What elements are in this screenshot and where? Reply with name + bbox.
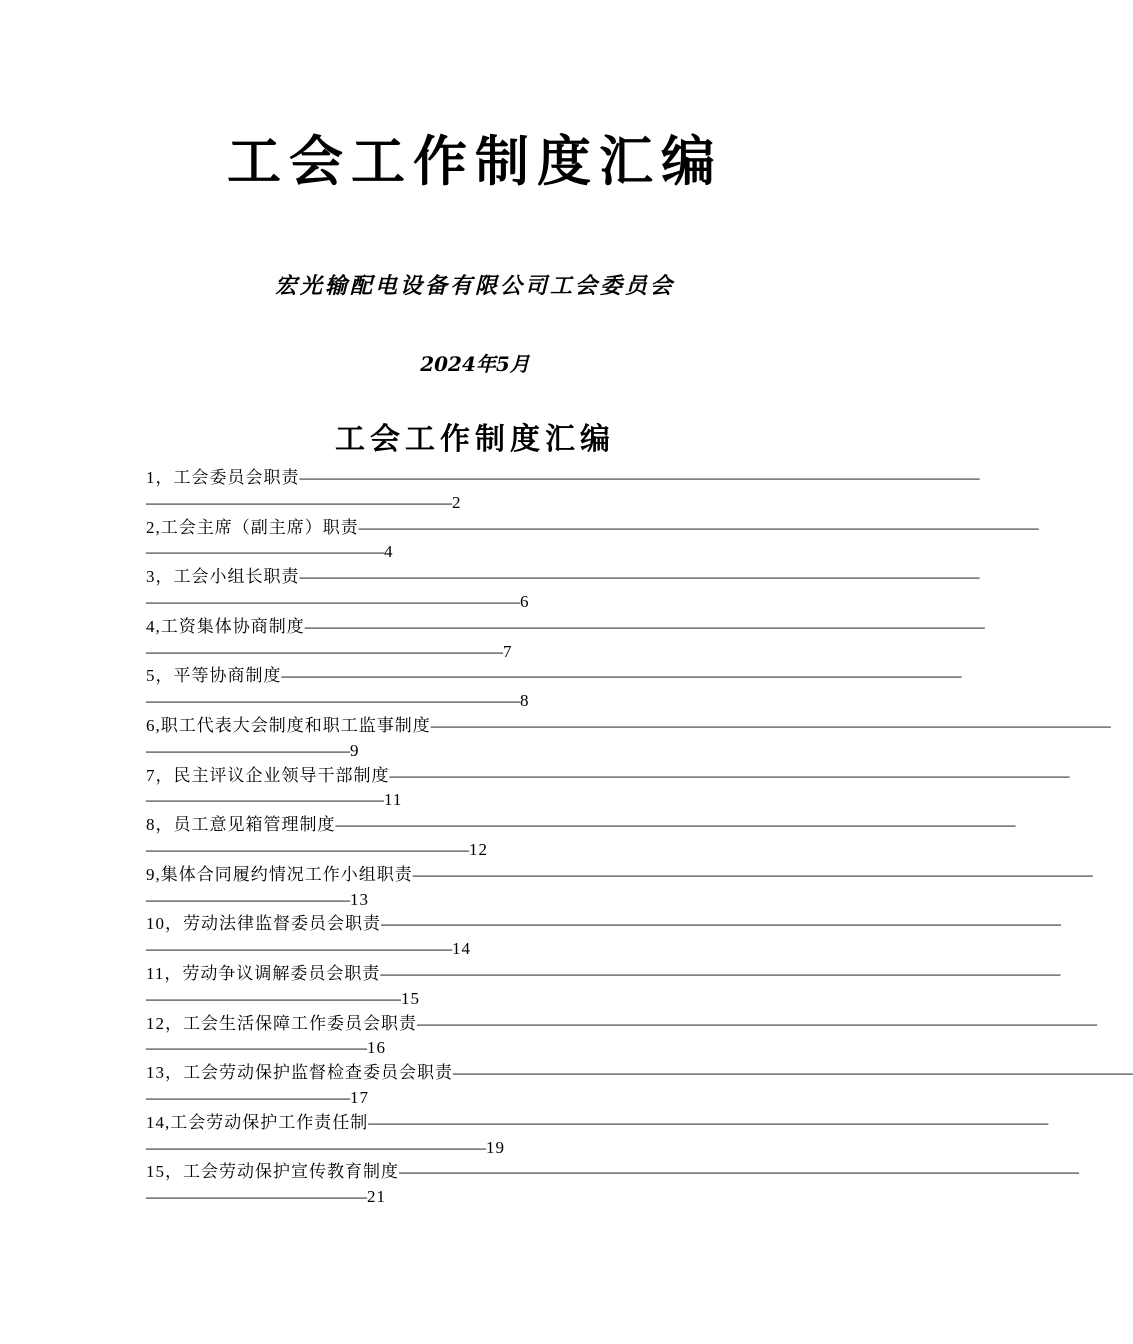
toc-leader: ————————————: [146, 889, 350, 909]
toc-leader: ————————————————————————————————————————: [381, 914, 1061, 934]
toc-item-page: 6: [520, 591, 530, 611]
toc-leader: ————————————: [146, 740, 350, 760]
toc-item-page: 7: [503, 641, 513, 661]
toc-item-label: 11，劳动争议调解委员会职责: [146, 963, 381, 983]
toc-item-page: 4: [384, 542, 394, 562]
toc-item[interactable]: [146, 1061, 1133, 1111]
toc-leader: ————————————————————————————————————————: [304, 616, 985, 636]
toc-leader: ——————————————: [146, 542, 384, 562]
toc-leader: ————————————————————————————————————————: [417, 1013, 1097, 1033]
toc-item[interactable]: [146, 664, 962, 714]
toc-item[interactable]: [146, 813, 1016, 863]
toc-leader: ————————————————————: [146, 1137, 486, 1157]
toc-item[interactable]: [146, 1111, 1049, 1161]
toc-item-page: 15: [401, 988, 420, 1008]
toc-item-label: 9,集体合同履约情况工作小组职责: [146, 864, 413, 884]
table-of-contents: [146, 466, 1133, 1210]
toc-item-page: 12: [469, 839, 488, 859]
toc-leader: ————————————————————————————————————————: [430, 715, 1111, 735]
toc-leader: ————————————————————————————————————————: [299, 468, 980, 487]
toc-item[interactable]: [146, 565, 980, 615]
toc-item-label: 6,职工代表大会制度和职工监事制度: [146, 715, 431, 735]
toc-item-label: 13，工会劳动保护监督检查委员会职责: [146, 1063, 453, 1083]
toc-item-label: 12，工会生活保障工作委员会职责: [146, 1013, 417, 1033]
toc-leader: ———————————————————: [146, 839, 469, 859]
toc-item-label: 3，工会小组长职责: [146, 567, 300, 587]
toc-leader: —————————————————————: [146, 641, 503, 661]
toc-item-label: 15，工会劳动保护宣传教育制度: [146, 1162, 399, 1182]
toc-leader: ————————————————————————————————————————: [453, 1063, 1133, 1083]
toc-item-page: 11: [384, 790, 403, 810]
toc-item[interactable]: [146, 912, 1061, 962]
toc-leader: ————————————: [146, 1087, 350, 1107]
toc-item[interactable]: [146, 615, 985, 665]
toc-item[interactable]: [146, 764, 1070, 814]
toc-leader: ————————————————————————————————————————: [358, 517, 1039, 537]
toc-item[interactable]: [146, 714, 1111, 764]
toc-item[interactable]: [146, 516, 1039, 566]
toc-item-page: 19: [486, 1137, 505, 1157]
toc-title: 工会工作制度汇编: [335, 422, 615, 457]
toc-leader: ————————————————————————————————————————: [281, 666, 962, 686]
toc-item[interactable]: [146, 962, 1061, 1012]
toc-item-label: 8，员工意见箱管理制度: [146, 815, 336, 835]
toc-item-page: 17: [350, 1087, 369, 1107]
toc-leader: ————————————————————————————————————————: [368, 1112, 1049, 1132]
toc-leader: ————————————————————————————————————————: [299, 567, 980, 587]
toc-item-label: 4,工资集体协商制度: [146, 616, 305, 636]
toc-item-label: 10，劳动法律监督委员会职责: [146, 914, 381, 934]
toc-leader: —————————————: [146, 1187, 367, 1207]
toc-item-label: 1，工会委员会职责: [146, 468, 300, 487]
document-title: 工会工作制度汇编: [227, 129, 723, 193]
toc-item-page: 9: [350, 740, 360, 760]
toc-item[interactable]: [146, 863, 1093, 913]
toc-item-page: 2: [452, 492, 462, 512]
toc-leader: ————————————————————————————————————————: [389, 765, 1070, 785]
toc-item-page: 16: [367, 1038, 386, 1058]
toc-leader: ———————————————: [146, 988, 401, 1008]
toc-leader: ——————————————————: [146, 939, 452, 959]
toc-leader: ——————————————————: [146, 492, 452, 512]
toc-leader: ——————————————: [146, 790, 384, 810]
organization-name: 宏光输配电设备有限公司工会委员会: [274, 273, 675, 299]
document-date: 2024年5月: [420, 352, 530, 376]
toc-item[interactable]: [146, 1012, 1097, 1062]
toc-item[interactable]: [146, 1160, 1079, 1210]
toc-leader: ————————————————————————————————————————: [335, 815, 1016, 835]
toc-item-label: 7，民主评议企业领导干部制度: [146, 765, 390, 785]
toc-item[interactable]: [146, 466, 980, 516]
toc-leader: ————————————————————————————————————————: [380, 963, 1061, 983]
toc-item-page: 21: [367, 1187, 386, 1207]
toc-leader: ————————————————————————————————————————: [399, 1162, 1079, 1182]
toc-item-page: 13: [350, 889, 369, 909]
toc-leader: —————————————: [146, 1038, 367, 1058]
toc-item-page: 14: [452, 939, 471, 959]
toc-leader: ——————————————————————: [146, 691, 520, 711]
toc-leader: ——————————————————————: [146, 591, 520, 611]
toc-item-page: 8: [520, 691, 530, 711]
toc-leader: ————————————————————————————————————————: [412, 864, 1093, 884]
toc-item-label: 14,工会劳动保护工作责任制: [146, 1112, 369, 1132]
toc-item-label: 5，平等协商制度: [146, 666, 282, 686]
toc-item-label: 2,工会主席（副主席）职责: [146, 517, 359, 537]
